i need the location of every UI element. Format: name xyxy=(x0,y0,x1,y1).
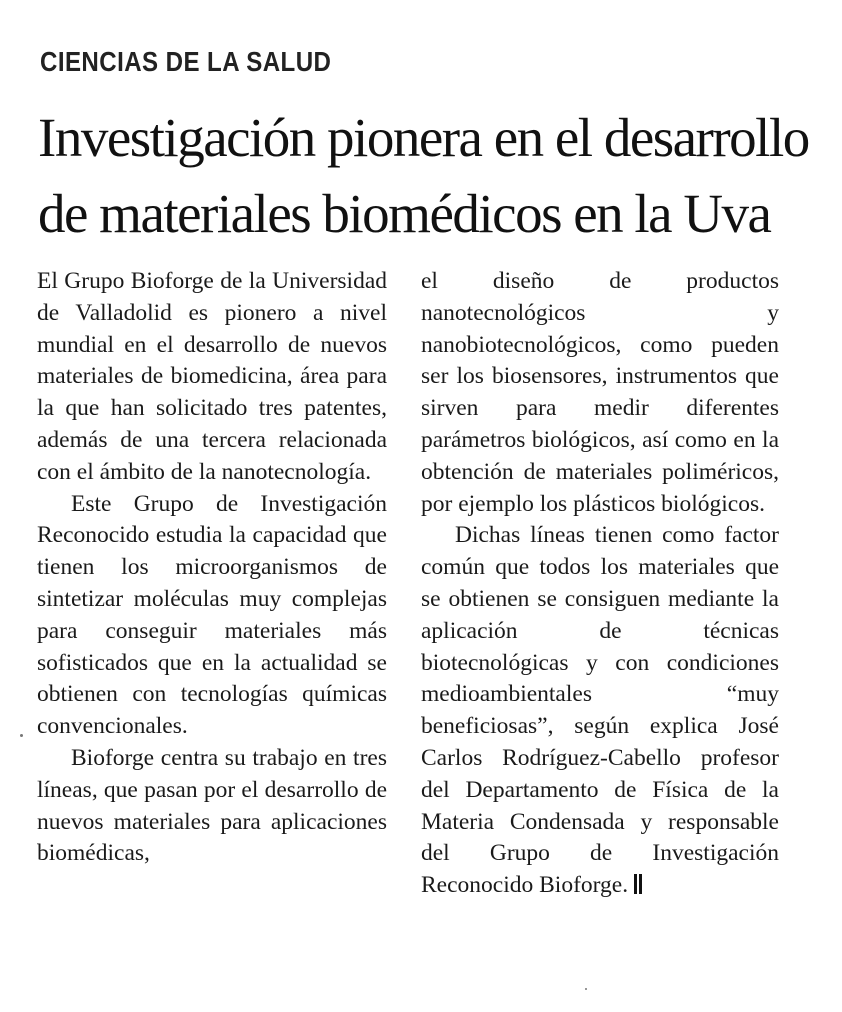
section-label: CIENCIAS DE LA SALUD xyxy=(40,46,332,77)
headline xyxy=(38,100,818,252)
paragraph-3-continued: el diseño de productos nanotecnológicos y nanobiotecnológicos, como pueden ser los biosensores, instrumentos que sirven para medir diferentes parámetros biológicos, así como en la obtención de materiales poliméricos, por ejemplo los plásticos biológicos. xyxy=(421,268,779,517)
scan-speck xyxy=(585,988,587,990)
headline-line-1: Investigación pionera en el desarrollo xyxy=(38,107,809,168)
article-body xyxy=(37,266,777,946)
column-left xyxy=(37,266,387,870)
end-of-article-mark xyxy=(634,874,642,894)
paragraph-4 xyxy=(421,520,779,902)
paragraph-4-text: Dichas líneas tienen como factor común que todos los materiales que se obtienen se consiguen mediante la aplicación de técnicas biotecnológicas y con condiciones medioambientales “muy beneficiosas”, según explica José Carlos Rodríguez-Cabello profesor del Departamento de Física de la Materia Condensada y responsable del Grupo de Investigación Reconocido Bioforge. xyxy=(421,522,779,899)
paragraph-1: El Grupo Bioforge de la Universidad de Valladolid es pionero a nivel mundial en el desarrollo de nuevos materiales de biomedicina, área para la que han solicitado tres patentes, además de una tercera relacionada con el ámbito de la nanotecnología. xyxy=(37,268,387,485)
headline-line-2: de materiales biomédicos en la Uva xyxy=(38,183,771,244)
paragraph-3: Bioforge centra su trabajo en tres líneas, que pasan por el desarrollo de nuevos materiales para aplicaciones biomédicas, xyxy=(37,744,387,867)
column-right xyxy=(421,266,779,902)
paragraph-2: Este Grupo de Investigación Reconocido estudia la capacidad que tienen los microorganismos de sintetizar moléculas muy complejas para conseguir materiales más sofisticados que en la actualidad se obtienen con tecnologías químicas convencionales. xyxy=(37,490,387,740)
scan-speck xyxy=(20,734,23,737)
